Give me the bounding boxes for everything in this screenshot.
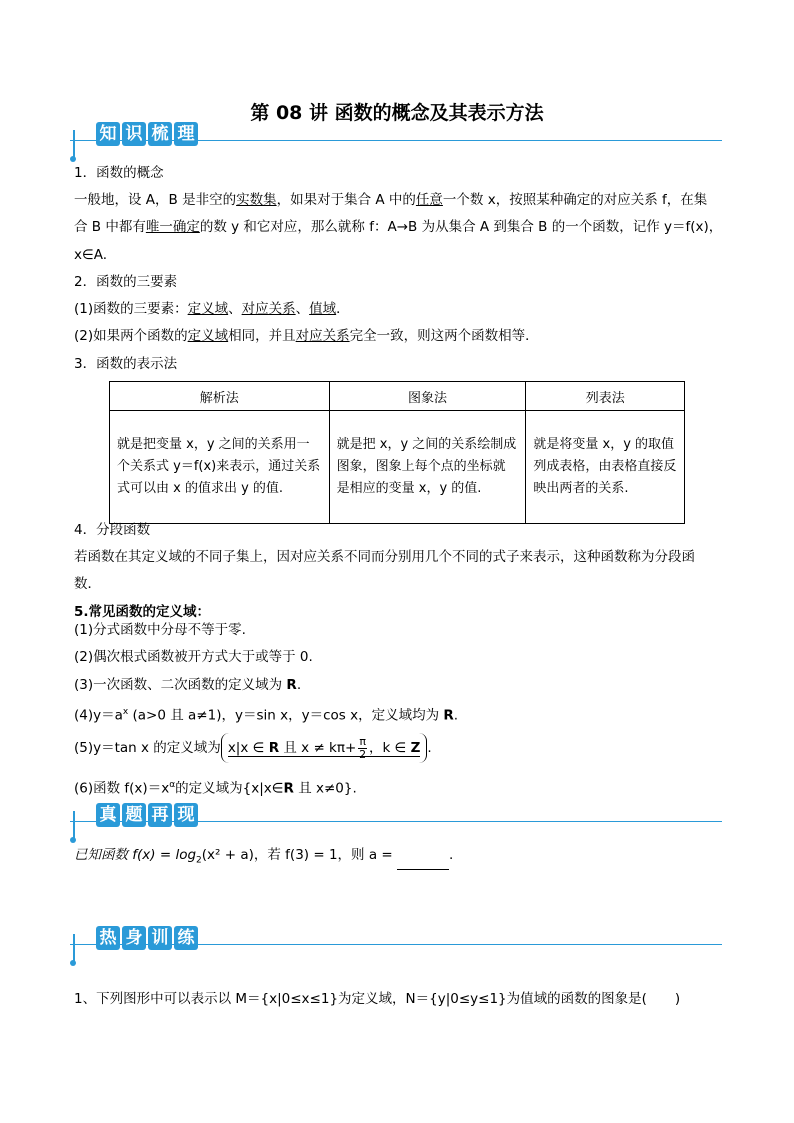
banner-vline [73, 811, 75, 839]
s5-heading: 5.常见函数的定义域： [74, 604, 211, 620]
text: . [453, 707, 459, 724]
banner-vline [73, 130, 75, 158]
set-brace [221, 733, 428, 763]
s1-line2 [74, 218, 722, 236]
text: 一般地，设 A，B 是非空的 [74, 192, 237, 208]
table-cell: 就是将变量 x，y 的取值列成表格，由表格直接反映出两者的关系. [526, 411, 685, 524]
real-question [74, 846, 453, 870]
s4-line1: 若函数在其定义域的不同子集上，因对应关系不同而分别用几个不同的式子来表示，这种函数称为分段函 [74, 549, 695, 565]
text: ，如果对于集合 A 中的 [276, 192, 416, 208]
banner-char: 热 [96, 926, 120, 950]
table-header: 图象法 [329, 382, 526, 411]
math-symbol: R [283, 780, 294, 797]
text: 、 [228, 301, 242, 317]
text: ，k ∈ [368, 740, 411, 756]
s5-item1: (1)分式函数中分母不等于零. [74, 622, 246, 638]
table-row [110, 411, 685, 524]
s1-line3: x∈A. [74, 247, 108, 263]
table-header: 解析法 [110, 382, 330, 411]
warmup-question-1 [74, 990, 680, 1008]
underlined-term: 定义域 [187, 301, 229, 317]
text: (1)函数的三要素： [74, 301, 188, 317]
denominator: 2 [359, 747, 367, 761]
banner-char: 题 [122, 803, 146, 827]
banner-char: 真 [96, 803, 120, 827]
table-header: 列表法 [526, 382, 685, 411]
text: (4)y＝a [74, 707, 123, 724]
banner-dot [70, 837, 76, 843]
table-cell: 就是把 x，y 之间的关系绘制成图象，图象上每个点的坐标就是相应的变量 x，y 的值. [329, 411, 526, 524]
s5-item3 [74, 676, 301, 694]
text: ． [336, 301, 350, 317]
underlined-term: 唯一确定 [145, 219, 200, 235]
numerator: π [359, 734, 366, 748]
s4-heading: 4．分段函数 [74, 522, 151, 538]
section-banner-knowledge [70, 122, 722, 162]
answer-blank[interactable] [397, 855, 449, 870]
math-symbol: R [443, 707, 454, 724]
text: 的定义域为{x|x∈ [175, 780, 284, 797]
s2-line2 [74, 327, 539, 345]
s5-item4 [74, 703, 458, 725]
banner-label [96, 122, 200, 146]
section-banner-real [70, 803, 722, 843]
text: 已知函数 f(x) = log [74, 847, 197, 863]
s4-line2: 数． [74, 576, 101, 592]
underlined-term: 定义域 [187, 328, 229, 344]
banner-char: 现 [174, 803, 198, 827]
s5-item2: (2)偶次根式函数被开方式大于或等于 0. [74, 649, 313, 665]
superscript: α [169, 780, 176, 790]
s3-heading: 3．函数的表示法 [74, 356, 178, 372]
text: ) [674, 991, 681, 1007]
underlined-term: 任意 [415, 192, 443, 208]
s5-item6 [74, 776, 357, 798]
text: 、 [295, 301, 310, 317]
text: (x² + a)，若 f(3) = 1，则 a = [201, 847, 397, 863]
underlined-term: 值域 [309, 301, 337, 317]
text: 1、下列图形中可以表示以 M＝{x|0≤x≤1}为定义域，N＝{y|0≤y≤1}为值域的函数的图象是( [74, 991, 647, 1007]
fraction [358, 736, 367, 761]
banner-char: 再 [148, 803, 172, 827]
text: (3)一次函数、二次函数的定义域为 [74, 677, 287, 693]
math-symbol: Z [410, 740, 421, 756]
page-title: 第 08 讲 函数的概念及其表示方法 [250, 102, 544, 124]
section-banner-warmup [70, 926, 722, 966]
banner-dot [70, 156, 76, 162]
text: 合 B 中都有 [74, 219, 146, 235]
text: (a>0 且 a≠1)，y＝sin x，y＝cos x，定义域均为 [128, 707, 444, 724]
banner-char: 理 [174, 122, 198, 146]
banner-char: 知 [96, 122, 120, 146]
text: 完全一致，则这两个函数相等． [349, 328, 539, 344]
text: 且 x ≠ kπ+ [279, 740, 357, 756]
banner-char: 梳 [148, 122, 172, 146]
underlined-term: 实数集 [236, 192, 277, 208]
banner-char: 识 [122, 122, 146, 146]
s5-item5 [74, 733, 432, 763]
set-expression [227, 734, 421, 761]
s2-line1 [74, 300, 350, 318]
text: . [296, 677, 302, 693]
underlined-term: 对应关系 [241, 301, 296, 317]
text: (5)y＝tan x 的定义域为 [74, 740, 221, 756]
s2-heading: 2．函数的三要素 [74, 274, 178, 290]
banner-char: 身 [122, 926, 146, 950]
banner-dot [70, 960, 76, 966]
text: x|x ∈ [227, 740, 269, 756]
subscript: 2 [196, 855, 202, 866]
banner-vline [73, 934, 75, 962]
banner-char: 训 [148, 926, 172, 950]
underlined-term: 对应关系 [295, 328, 350, 344]
representation-table [109, 381, 685, 524]
math-symbol: R [268, 740, 280, 756]
text: . [449, 847, 454, 863]
text: 且 x≠0}. [293, 780, 357, 797]
table-header-row [110, 382, 685, 411]
text: (6)函数 f(x)＝x [74, 780, 170, 797]
s1-heading: 1．函数的概念 [74, 165, 164, 181]
table-cell: 就是把变量 x，y 之间的关系用一个关系式 y＝f(x)来表示，通过关系式可以由 x 的值求出 y 的值. [110, 411, 330, 524]
banner-label [96, 803, 200, 827]
math-symbol: R [286, 677, 297, 693]
text: 相同，并且 [228, 328, 296, 344]
text: (2)如果两个函数的 [74, 328, 188, 344]
superscript: x [122, 707, 129, 717]
banner-char: 练 [174, 926, 198, 950]
text: 的数 y 和它对应，那么就称 f：A→B 为从集合 A 到集合 B 的一个函数，记作 y＝f(x)， [199, 219, 723, 235]
banner-label [96, 926, 200, 950]
s1-line1 [74, 191, 707, 209]
text: 一个数 x，按照某种确定的对应关系 f，在集 [442, 192, 708, 208]
text: . [427, 740, 432, 756]
